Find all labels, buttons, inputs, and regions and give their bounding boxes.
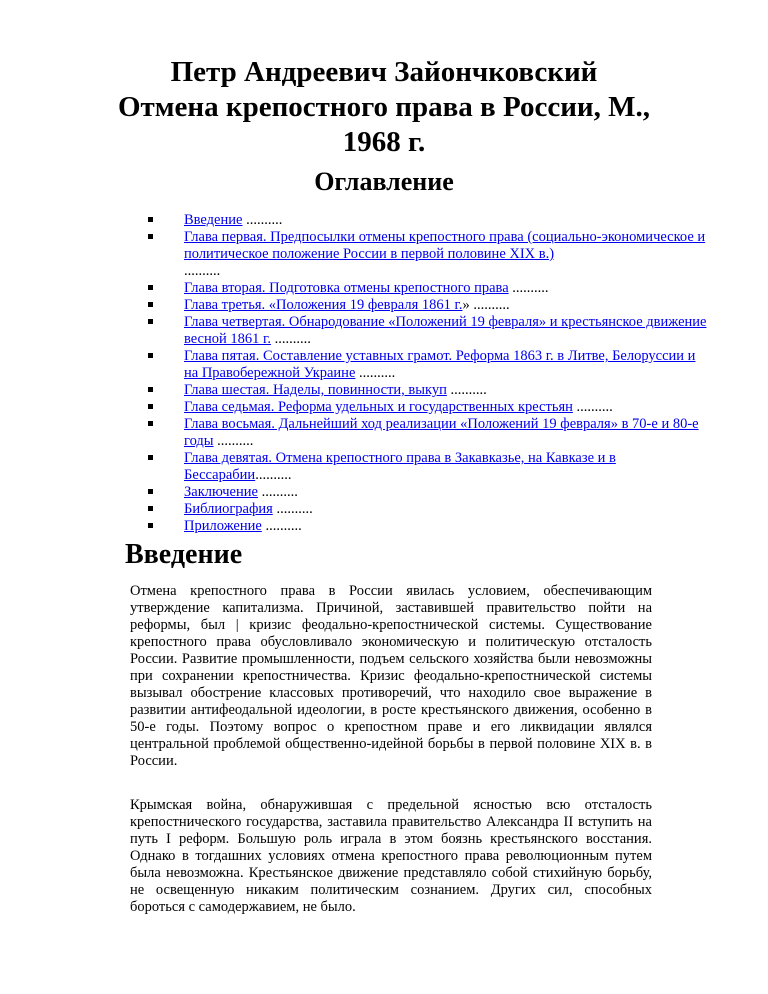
toc-heading: Оглавление	[314, 167, 454, 196]
toc-item	[143, 450, 713, 484]
toc-link-chapter-3[interactable]: Глава третья. «Положения 19 февраля 1861 г.	[184, 297, 463, 313]
bullet-icon	[148, 234, 153, 239]
bullet-icon	[148, 319, 153, 324]
section-heading-introduction: Введение	[125, 539, 243, 570]
toc-item	[143, 314, 713, 348]
bullet-icon	[148, 404, 153, 409]
toc-link-chapter-9[interactable]: Глава девятая. Отмена крепостного права в Закавказье, на Кавказе и в Бессарабии	[184, 450, 616, 483]
toc-dots: ..........	[572, 399, 613, 415]
toc-dots: ..........	[242, 212, 283, 228]
title-line-3: 1968 г.	[342, 126, 426, 158]
toc-dots: ..........	[508, 280, 549, 296]
toc-item	[143, 484, 713, 501]
toc-item	[143, 280, 713, 297]
bullet-icon	[148, 353, 153, 358]
toc-link-appendix[interactable]: Приложение	[184, 518, 262, 534]
intro-paragraph-2: Крымская война, обнаружившая с предельной ясностью всю отсталость крепостнического государства, заставила правительство Александра II вступить на путь I реформ. Большую роль играла в этом боязнь крестьянского восстания. Однако в тогдашних условиях отмена крепостного права революционным путем была невозможна. Крестьянское движение представляло собой стихийную борьбу, не освещенную никаким политическим сознанием. Других сил, способных бороться с самодержавием, не было.	[130, 797, 652, 915]
toc-link-chapter-2[interactable]: Глава вторая. Подготовка отмены крепостного права	[184, 280, 509, 296]
toc-dots: ..........	[270, 331, 311, 347]
table-of-contents	[143, 212, 713, 535]
toc-link-chapter-1[interactable]: Глава первая. Предпосылки отмены крепостного права (социально-экономическое и политическое положение России в первой половине XIX в.)	[184, 229, 706, 262]
toc-item	[143, 501, 713, 518]
toc-link-bibliography[interactable]: Библиография	[184, 501, 273, 517]
title-line-1: Петр Андреевич Зайончковский	[170, 56, 598, 88]
toc-dots: ..........	[255, 467, 292, 483]
toc-dots: ..........	[184, 263, 221, 279]
toc-link-conclusion[interactable]: Заключение	[184, 484, 258, 500]
bullet-icon	[148, 455, 153, 460]
bullet-icon	[148, 387, 153, 392]
bullet-icon	[148, 421, 153, 426]
toc-link-chapter-7[interactable]: Глава седьмая. Реформа удельных и государственных крестьян	[184, 399, 573, 415]
toc-link-chapter-5[interactable]: Глава пятая. Составление уставных грамот. Реформа 1863 г. в Литве, Белоруссии и на Правобережной Украине	[184, 348, 696, 381]
toc-dots: ..........	[257, 484, 298, 500]
bullet-icon	[148, 217, 153, 222]
toc-dots: ..........	[355, 365, 396, 381]
book-title	[80, 55, 688, 160]
toc-dots: ..........	[261, 518, 302, 534]
bullet-icon	[148, 285, 153, 290]
toc-dots: ..........	[446, 382, 487, 398]
toc-item	[143, 229, 713, 280]
toc-item	[143, 212, 713, 229]
toc-link-chapter-4[interactable]: Глава четвертая. Обнародование «Положений 19 февраля» и крестьянское движение весной 1861 г.	[184, 314, 707, 347]
toc-item	[143, 348, 713, 382]
bullet-icon	[148, 489, 153, 494]
bullet-icon	[148, 506, 153, 511]
toc-dots: » ..........	[462, 297, 510, 313]
toc-dots: ..........	[272, 501, 313, 517]
bullet-icon	[148, 523, 153, 528]
bullet-icon	[148, 302, 153, 307]
toc-item	[143, 518, 713, 535]
toc-link-introduction[interactable]: Введение	[184, 212, 243, 228]
toc-link-chapter-8[interactable]: Глава восьмая. Дальнейший ход реализации «Положений 19 февраля» в 70-е и 80-е годы	[184, 416, 699, 449]
toc-item	[143, 416, 713, 450]
intro-paragraph-1: Отмена крепостного права в России явилась условием, обеспечивающим утверждение капитализма. Причиной, заставившей правительство пойти на реформы, был | кризис феодально-крепостнической системы. Существование крепостного права обусловливало экономическую и политическую отсталость России. Развитие промышленности, подъем сельского хозяйства были невозможны при сохранении крепостничества. Кризис феодально-крепостнической системы вызывал обострение классовых противоречий, что находило свое выражение в развитии антифеодальной идеологии, в росте крестьянского движения, особенно в 50-е годы. Поэтому вопрос о крепостном праве и его ликвидации являлся центральной проблемой общественно-идейной борьбы в первой половине XIX в. в России.	[130, 583, 652, 769]
title-line-2: Отмена крепостного права в России, М.,	[117, 91, 650, 123]
toc-item	[143, 297, 713, 314]
toc-dots: ..........	[213, 433, 254, 449]
toc-item	[143, 382, 713, 399]
toc-link-chapter-6[interactable]: Глава шестая. Наделы, повинности, выкуп	[184, 382, 447, 398]
toc-item	[143, 399, 713, 416]
